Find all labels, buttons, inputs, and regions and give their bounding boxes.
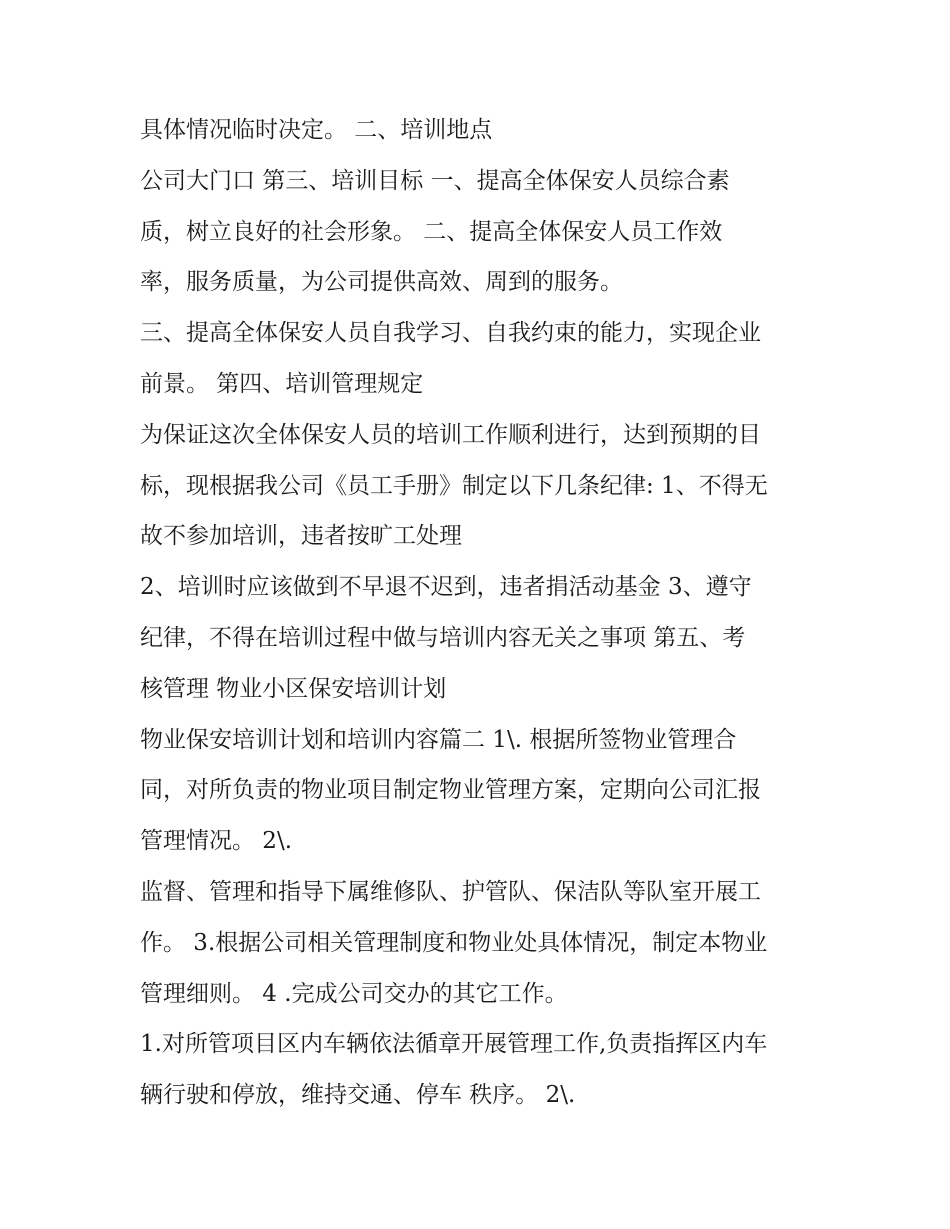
text-line: 作。 3.根据公司相关管理制度和物业处具体情况，制定本物业 [140,929,768,956]
text-line: 故不参加培训，违者按旷工处理 [140,523,462,550]
text-line: 核管理 物业小区保安培训计划 [140,675,447,702]
text-line: 为保证这次全体保安人员的培训工作顺利进行，达到预期的目 [140,421,761,448]
document-body [140,105,830,1121]
text-line: 质，树立良好的社会形象。 二、提高全体保安人员工作效 [140,218,723,245]
text-line: 具体情况临时决定。 二、培训地点 [140,117,493,143]
text-line: 1.对所管项目区内车辆依法循章开展管理工作,负责指挥区内车 [140,1031,768,1058]
text-line: 辆行驶和停放，维持交通、停车 秩序。 2\. [140,1082,576,1109]
text-line: 同，对所负责的物业项目制定物业管理方案，定期向公司汇报 [140,777,761,804]
text-line: 纪律，不得在培训过程中做与培训内容无关之事项 第五、考 [140,624,746,651]
text-line: 标，现根据我公司《员工手册》制定以下几条纪律: 1、不得无 [140,472,768,499]
text-line: 三、提高全体保安人员自我学习、自我约束的能力，实现企业 [140,320,761,347]
text-line: 管理细则。 4 .完成公司交办的其它工作。 [140,980,568,1007]
text-line: 公司大门口 第三、培训目标 一、提高全体保安人员综合素 [140,167,730,194]
text-line: 物业保安培训计划和培训内容篇二 1\. 根据所签物业管理合 [140,726,737,753]
text-line: 2、培训时应该做到不早退不迟到，违者捐活动基金 3、遵守 [140,574,752,601]
text-line: 管理情况。 2\. [140,828,293,855]
text-line: 监督、管理和指导下属维修队、护管队、保洁队等队室开展工 [140,878,761,905]
text-line: 前景。 第四、培训管理规定 [140,370,424,397]
text-line: 率，服务质量，为公司提供高效、周到的服务。 [140,269,623,296]
